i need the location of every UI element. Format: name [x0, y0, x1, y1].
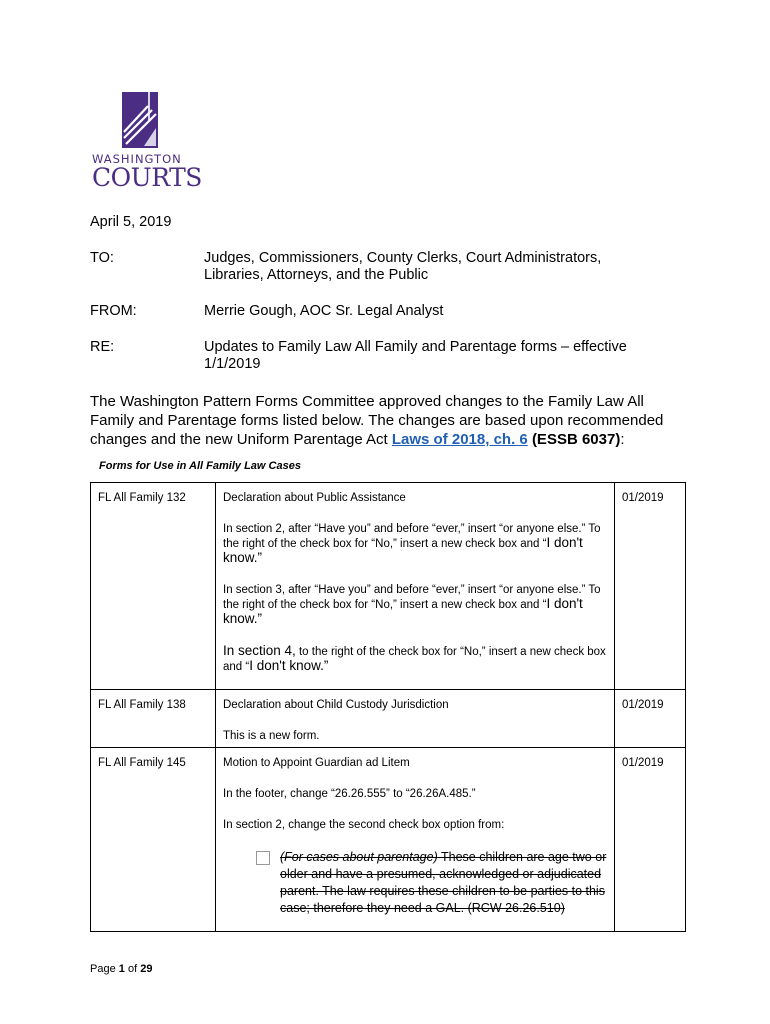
section-heading: Forms for Use in All Family Law Cases [99, 460, 301, 472]
struck-option: (For cases about parentage) These children are age two or older and have a presumed, acknowledged or adjudicated parent. The law requires these children to be parties to this case; therefore they need a GAL. (RCW 26.26.510) [256, 849, 607, 917]
change-description [216, 748, 615, 932]
memo-re [90, 339, 690, 379]
form-title: Motion to Appoint Guardian ad Litem [223, 757, 410, 769]
to-label: TO: [90, 250, 114, 266]
memo-to [90, 250, 690, 290]
courts-emblem-icon [122, 92, 158, 148]
re-label: RE: [90, 339, 115, 355]
effective-date: 01/2019 [615, 690, 686, 748]
checkbox-icon [256, 851, 270, 865]
form-title: Declaration about Child Custody Jurisdiction [223, 699, 449, 711]
intro-end: : [620, 431, 625, 448]
to-value: Judges, Commissioners, County Clerks, Court Administrators, Libraries, Attorneys, and the Public [204, 250, 602, 283]
essb-ref: (ESSB 6037) [531, 431, 621, 448]
page-footer: Page 1 of 29 [90, 963, 153, 975]
memo-from [90, 303, 690, 323]
table-row [91, 483, 686, 690]
form-number: FL All Family 138 [91, 690, 216, 748]
logo-line1: WASHINGTON [92, 152, 182, 166]
from-value: Merrie Gough, AOC Sr. Legal Analyst [204, 303, 444, 319]
memo-date: April 5, 2019 [90, 214, 172, 230]
re-value: Updates to Family Law All Family and Parentage forms – effective 1/1/2019 [204, 339, 627, 372]
forms-table [90, 482, 686, 932]
table-row [91, 748, 686, 932]
change-item: In section 2, after “Have you” and before “ever,” insert “or anyone else.” To the right of the check box for “No,” insert a new check box and “I don't know.” [223, 523, 601, 565]
change-item: In section 3, after “Have you” and before “ever,” insert “or anyone else.” To the right of the check box for “No,” insert a new check box and “I don't know.” [223, 584, 601, 626]
from-label: FROM: [90, 303, 137, 319]
change-item: In section 4, to the right of the check box for “No,” insert a new check box and “I don't know.” [223, 643, 606, 673]
change-item: In section 2, change the second check box option from: [223, 819, 505, 831]
change-description [216, 690, 615, 748]
change-item: In the footer, change “26.26.555” to “26.26A.485.” [223, 788, 476, 800]
logo-line2: COURTS [92, 163, 202, 192]
effective-date: 01/2019 [615, 483, 686, 690]
laws-link[interactable]: Laws of 2018, ch. 6 [391, 431, 528, 448]
table-row [91, 690, 686, 748]
effective-date: 01/2019 [615, 748, 686, 932]
intro-text: The Washington Pattern Forms Committee approved changes to the Family Law All Family and Parentage forms listed below. The changes are based upon recommended changes and the new Uniform Parentage Act [90, 393, 664, 448]
form-number: FL All Family 145 [91, 748, 216, 932]
change-item: This is a new form. [223, 730, 320, 742]
washington-courts-logo [92, 92, 202, 192]
form-number: FL All Family 132 [91, 483, 216, 690]
change-description [216, 483, 615, 690]
intro-paragraph [90, 392, 690, 449]
form-title: Declaration about Public Assistance [223, 492, 406, 504]
